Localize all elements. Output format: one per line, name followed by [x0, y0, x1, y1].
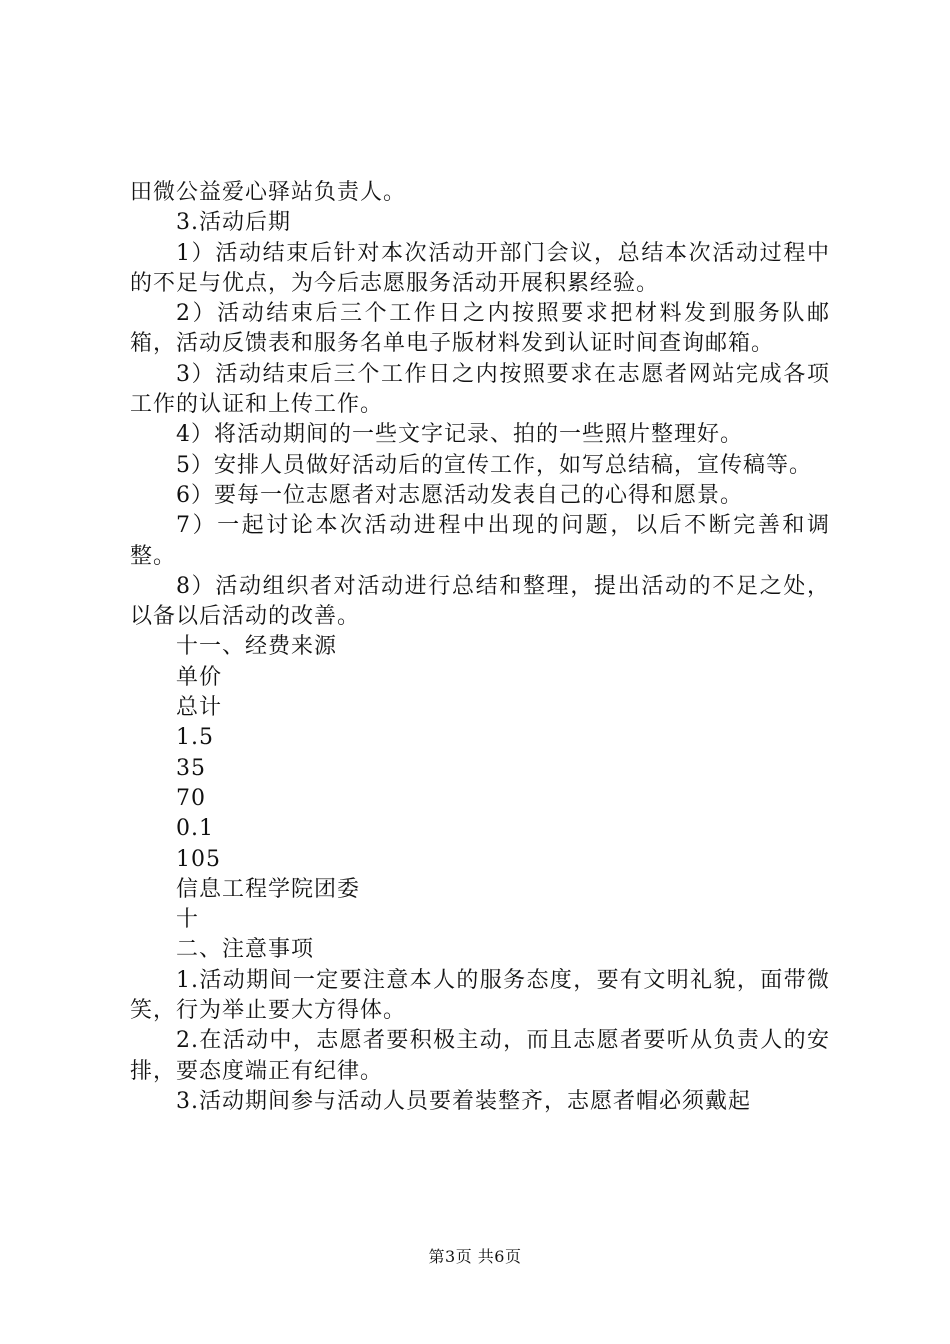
- paragraph: 7）一起讨论本次活动进程中出现的问题，以后不断完善和调整。: [130, 513, 830, 569]
- paragraph: 3.活动后期: [176, 210, 291, 236]
- paragraph: 0.1: [176, 816, 214, 842]
- paragraph: 4）将活动期间的一些文字记录、拍的一些照片整理好。: [176, 422, 743, 448]
- page-footer: 第3页 共6页: [428, 1247, 522, 1266]
- paragraph: 二、注意事项: [176, 937, 315, 963]
- paragraph: 8）活动组织者对活动进行总结和整理，提出活动的不足之处，以备以后活动的改善。: [130, 573, 830, 630]
- paragraph: 1.活动期间一定要注意本人的服务态度，要有文明礼貌，面带微笑，行为举止要大方得体。: [130, 967, 830, 1024]
- paragraph: 2）活动结束后三个工作日之内按照要求把材料发到服务队邮箱，活动反馈表和服务名单电子版材料发到认证时间查询邮箱。: [130, 301, 830, 357]
- paragraph: 105: [176, 846, 221, 872]
- paragraph: 6）要每一位志愿者对志愿活动发表自己的心得和愿景。: [176, 482, 743, 508]
- document-body: [130, 178, 830, 1117]
- paragraph: 2.在活动中，志愿者要积极主动，而且志愿者要听从负责人的安排，要态度端正有纪律。: [130, 1028, 830, 1084]
- paragraph: 1）活动结束后针对本次活动开部门会议，总结本次活动过程中的不足与优点，为今后志愿服务活动开展积累经验。: [130, 240, 830, 296]
- paragraph: 田微公益爱心驿站负责人。: [130, 180, 407, 205]
- paragraph: 十: [176, 907, 200, 933]
- paragraph: 3.活动期间参与活动人员要着装整齐，志愿者帽必须戴起: [176, 1088, 751, 1114]
- paragraph: 5）安排人员做好活动后的宣传工作，如写总结稿，宣传稿等。: [176, 452, 812, 478]
- paragraph: 十一、经费来源: [176, 634, 338, 660]
- paragraph: 单价: [176, 664, 223, 690]
- paragraph: 总计: [176, 695, 223, 721]
- paragraph: 35: [176, 755, 206, 781]
- paragraph: 70: [176, 785, 206, 811]
- paragraph: 信息工程学院团委: [176, 876, 361, 902]
- paragraph: 1.5: [176, 725, 214, 751]
- paragraph: 3）活动结束后三个工作日之内按照要求在志愿者网站完成各项工作的认证和上传工作。: [130, 361, 830, 418]
